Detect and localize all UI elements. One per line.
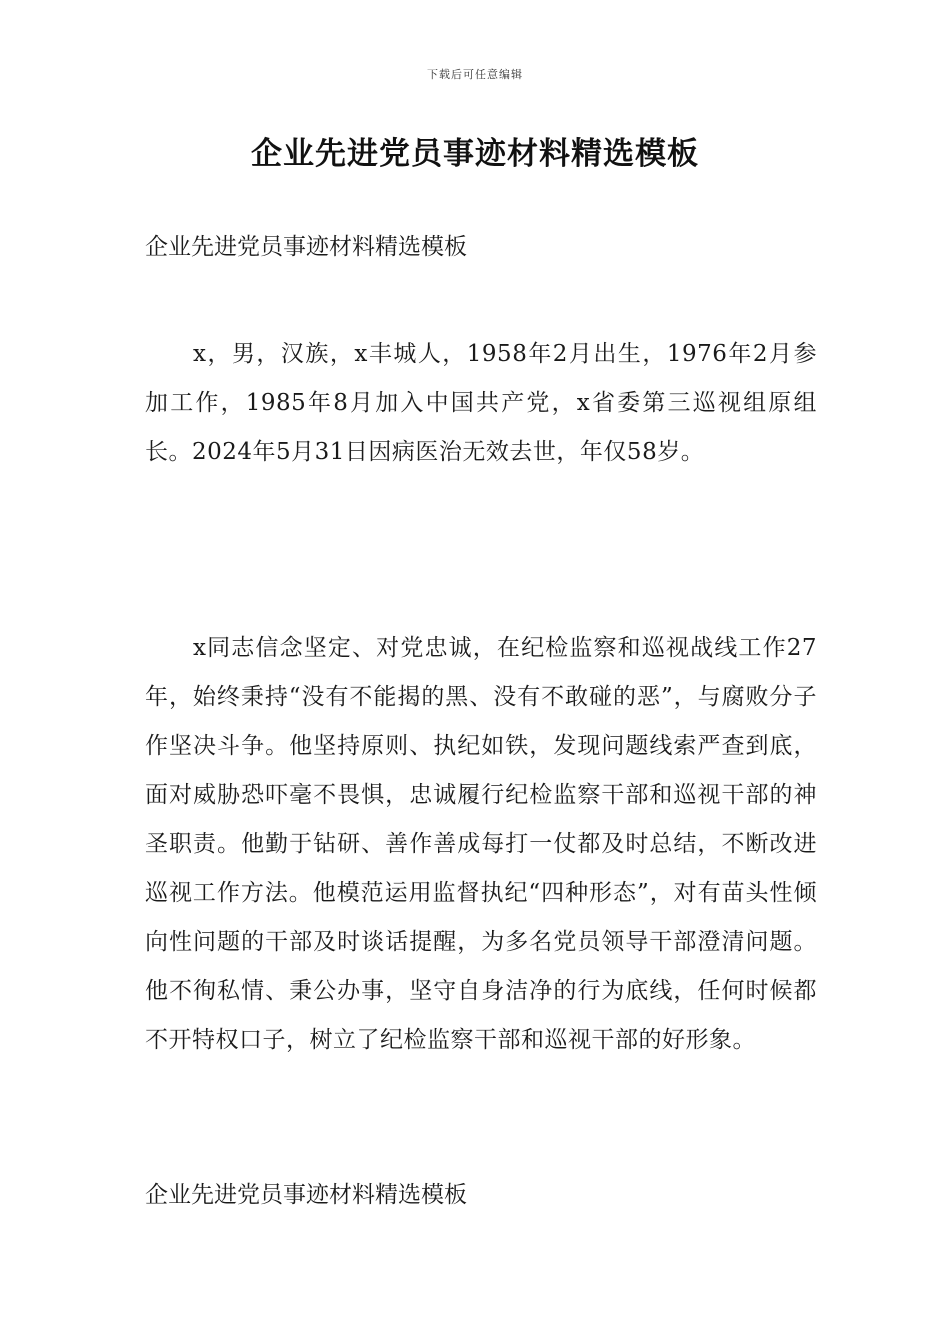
body-paragraph-bio: x，男，汉族，x丰城人，1958年2月出生，1976年2月参加工作，1985年8月加入中国共产党，x省委第三巡视组原组长。2024年5月31日因病医治无效去世，年仅58岁。 <box>145 341 817 465</box>
document-title: 企业先进党员事迹材料精选模板 <box>251 136 699 172</box>
section-subtitle-repeat: 企业先进党员事迹材料精选模板 <box>145 1182 467 1208</box>
page-header-note: 下载后可任意编辑 <box>427 68 523 81</box>
body-paragraph-deeds: x同志信念坚定、对党忠诚，在纪检监察和巡视战线工作27年，始终秉持“没有不能揭的黑、没有不敢碰的恶”，与腐败分子作坚决斗争。他坚持原则、执纪如铁，发现问题线索严查到底，面对威胁恐吓毫不畏惧，忠诚履行纪检监察干部和巡视干部的神圣职责。他勤于钻研、善作善成每打一仗都及时总结，不断改进巡视工作方法。他模范运用监督执纪“四种形态”，对有苗头性倾向性问题的干部及时谈话提醒，为多名党员领导干部澄清问题。他不徇私情、秉公办事，坚守自身洁净的行为底线，任何时候都不开特权口子，树立了纪检监察干部和巡视干部的好形象。 <box>145 635 817 1053</box>
section-subtitle: 企业先进党员事迹材料精选模板 <box>145 234 467 260</box>
